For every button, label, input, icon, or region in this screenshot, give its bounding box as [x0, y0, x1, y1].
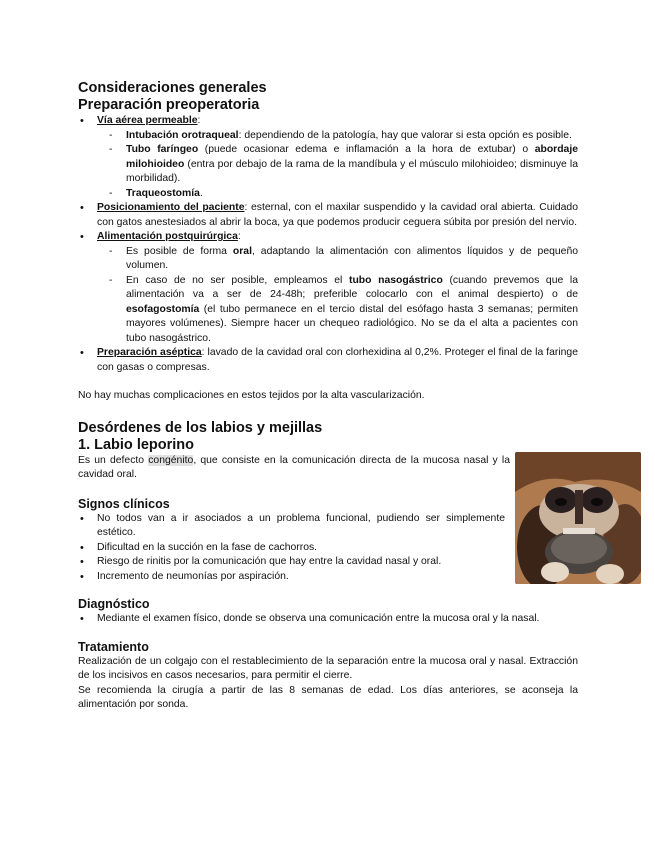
list-item	[107, 143, 578, 187]
text: , adaptando la alimentación con alimentos líquidos y de pequeño volumen.	[126, 245, 579, 271]
text: (cuando prevemos que la alimentación va a ser de 24-48h; preferible colocarlo con el animal despierto) o de	[126, 274, 578, 300]
dog-cleft-lip-photo	[515, 452, 641, 584]
text: , que consiste en la comunicación directa de la mucosa nasal y la cavidad oral.	[78, 454, 510, 480]
list-item: • Vía aérea permeable: - Intubación orotraqueal: dependiendo de la patología, hay que valorar si esta opción es posible. - Tubo faríngeo (puede ocasionar edema e inflamación a la hora de extubar) o abordaje milohioideo (entra por debajo de la rama de la mandíbula y el músculo milohioideo; disminuye la morbilidad). - Traqueostomía.	[78, 114, 578, 201]
document-page	[78, 80, 578, 713]
pos-label: Posicionamiento del paciente	[97, 202, 245, 213]
list-item: • Dificultad en la succión en la fase de cachorros.	[78, 541, 505, 556]
alim-sublist	[107, 245, 578, 347]
section-title: Consideraciones generales	[78, 80, 267, 96]
list-item: • Incremento de neumonías por aspiración.	[78, 570, 505, 585]
section-title: Desórdenes de los labios y mejillas	[78, 419, 323, 436]
signos-list	[78, 512, 505, 585]
list-item	[78, 201, 578, 230]
text: Es posible de forma	[126, 245, 233, 257]
text-bold: esofagostomía	[126, 303, 200, 315]
tubo-text: (puede ocasionar edema e inflamación a la hora de extubar) o	[198, 144, 535, 155]
abordaje-text: (entra por debajo de la rama de la mandíbula y el músculo milohioideo; disminuye la morbilidad).	[126, 158, 578, 184]
trat-text: Realización de un colgajo con el restablecimiento de la separación entre la mucosa oral y nasal. Extracción de los incisivos en casos necesarios, para permitir el cierre.	[78, 655, 578, 681]
list-item: • Alimentación postquirúrgica: - Es posible de forma oral, adaptando la alimentación con alimentos líquidos y de pequeño volumen. - En caso de no ser posible, empleamos el tubo nasogástrico (cuando prevemos que la alimentación va a ser de 24-48h; preferible colocarlo con el animal despierto) o de esofagostomía (el tubo permanece en el tercio distal del esófago hasta 3 semanas; permiten mayores volúmenes). Siempre hacer un chequeo radiológico. No se da el alta a pacientes con tubo nasogástrico.	[78, 230, 578, 346]
intro-text	[78, 454, 510, 483]
list-item: • No todos van a ir asociados a un problema funcional, pudiendo ser simplemente estético.	[78, 512, 505, 541]
pos-text: : esternal, con el maxilar suspendido y la cavidad oral abierta. Cuidado con gatos anestesiados al abrir la boca, ya que podemos producir ceguera súbita por presión del nervio.	[97, 202, 578, 228]
text-bold: oral	[232, 245, 252, 257]
list-item	[107, 245, 578, 274]
list-item	[107, 129, 578, 144]
section-subtitle: Preparación preoperatoria	[78, 97, 260, 113]
abordaje-label: abordaje milohioideo	[126, 144, 578, 170]
text: (el tubo permanece en el tercio distal del esófago hasta 3 semanas; permiten mayores volúmenes). Siempre hacer un chequeo radiológico. No se da el alta a pacientes con tubo nasogástrico.	[126, 303, 578, 344]
intubacion-text: : dependiendo de la patología, hay que valorar si esta opción es posible.	[238, 129, 572, 141]
section-subtitle: 1. Labio leporino	[78, 436, 195, 453]
text: En caso de no ser posible, empleamos el	[126, 274, 349, 286]
diag-list	[78, 612, 578, 627]
alim-label: Alimentación postquirúrgica	[97, 231, 238, 242]
list-item	[107, 274, 578, 347]
list-item	[78, 346, 578, 375]
trat-text: Se recomienda la cirugía a partir de las 8 semanas de edad. Los días anteriores, se aconseja la alimentación por sonda.	[78, 684, 578, 710]
trat-title: Tratamiento	[78, 639, 149, 654]
text-bold: tubo nasogástrico	[348, 274, 443, 286]
prep-label: Preparación aséptica	[97, 347, 202, 358]
list-item: • Riesgo de rinitis por la comunicación que hay entre la cavidad nasal y oral.	[78, 555, 505, 570]
signos-title: Signos clínicos	[78, 496, 170, 511]
intubacion-label: Intubación orotraqueal	[126, 129, 239, 141]
diag-title: Diagnóstico	[78, 597, 150, 611]
traqueo-label: Traqueostomía	[126, 187, 200, 199]
via-label: Vía aérea permeable	[97, 115, 198, 126]
list-item: - Traqueostomía.	[107, 187, 578, 202]
dog-muzzle-image	[515, 452, 641, 584]
via-sublist	[107, 129, 578, 202]
highlighted-text: congénito	[148, 454, 194, 466]
text: Es un defecto	[78, 454, 149, 466]
list-item: • Mediante el examen físico, donde se observa una comunicación entre la mucosa oral y la nasal.	[78, 612, 578, 627]
note-text: No hay muchas complicaciones en estos tejidos por la alta vascularización.	[78, 390, 425, 401]
preop-list	[78, 114, 578, 375]
prep-text: : lavado de la cavidad oral con clorhexidina al 0,2%. Proteger el final de la faringe con gasas o compresas.	[97, 347, 578, 373]
tubo-label: Tubo faríngeo	[126, 144, 199, 155]
